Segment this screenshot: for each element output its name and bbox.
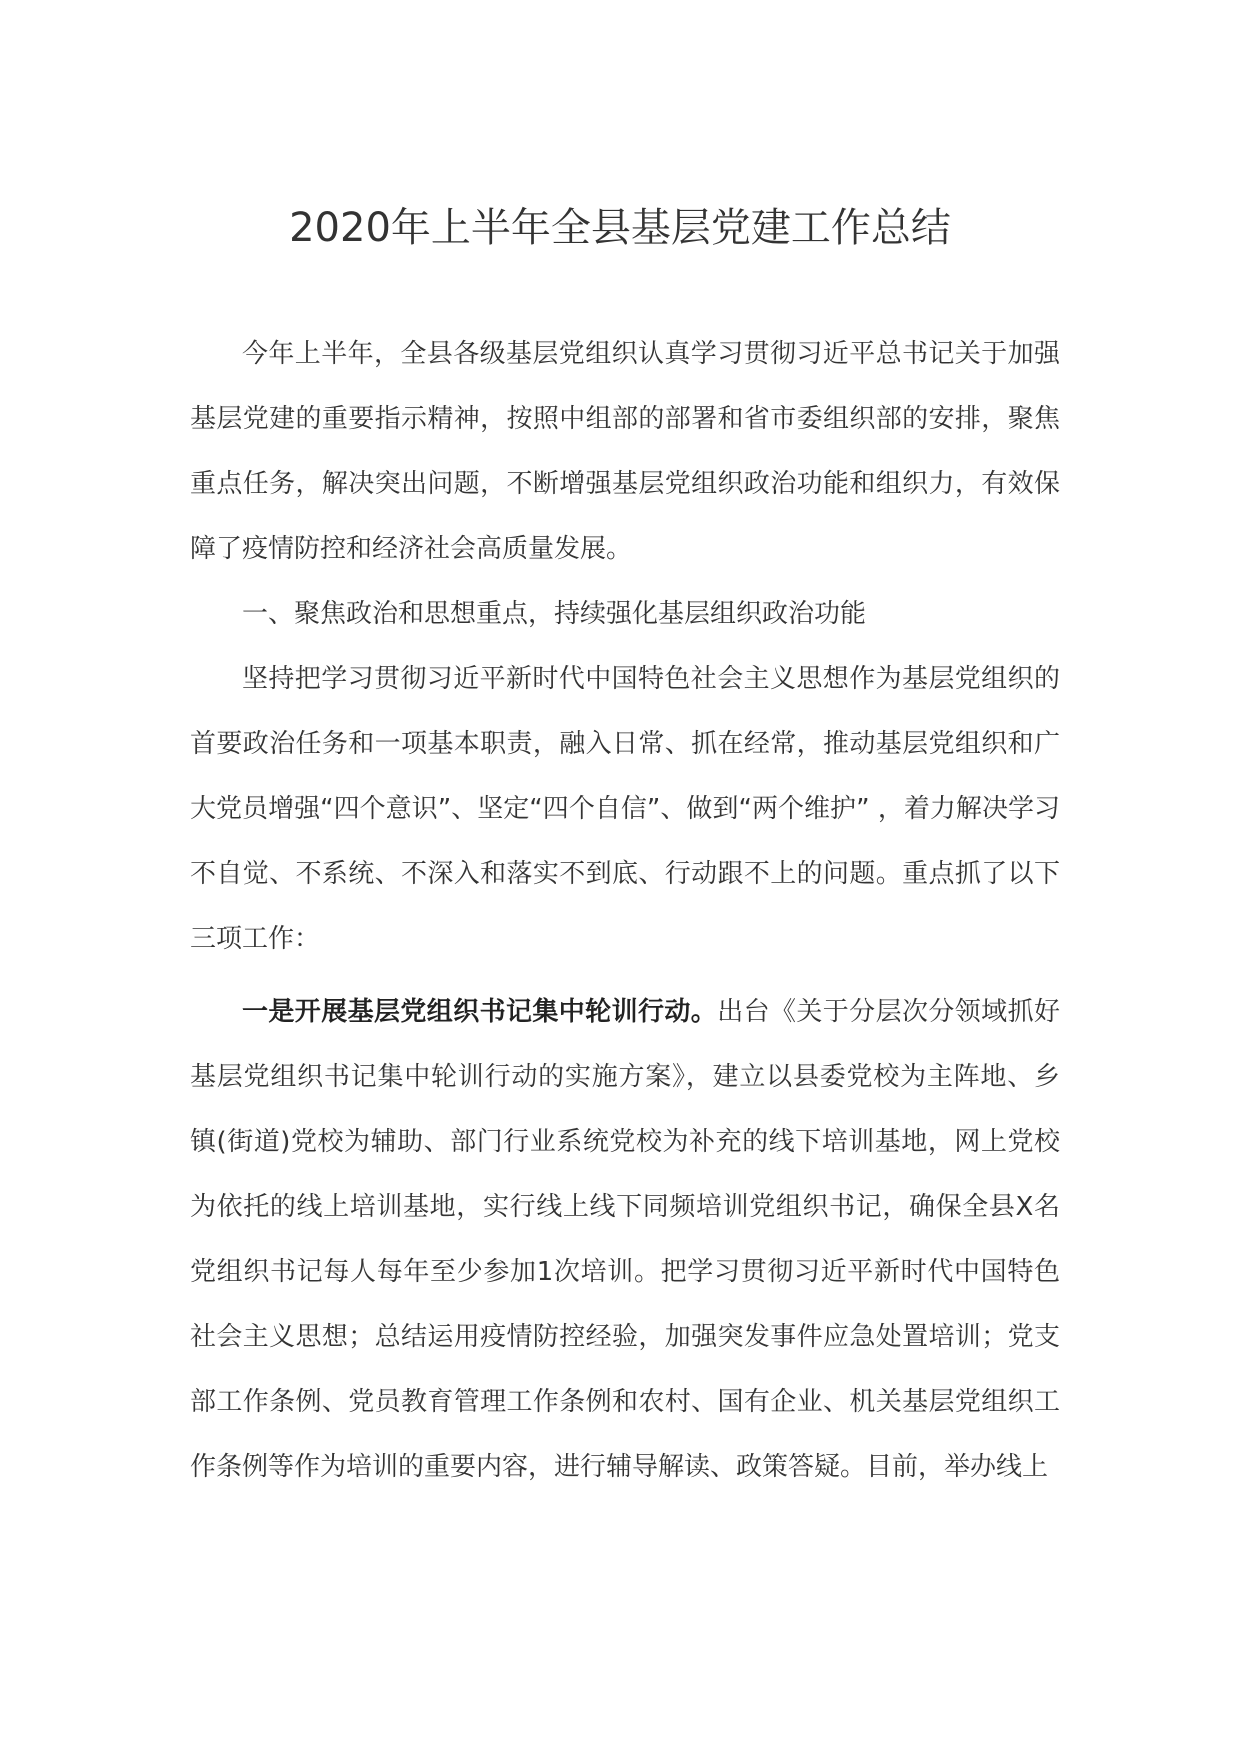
paragraph-intro: 今年上半年，全县各级基层党组织认真学习贯彻习近平总书记关于加强基层党建的重要指示精神，按照中组部的部署和省市委组织部的安排，聚焦重点任务，解决突出问题，不断增强基层党组织政治功能和组织力，有效保障了疫情防控和经济社会高质量发展。 bbox=[190, 339, 1060, 564]
document-body bbox=[190, 322, 1060, 1500]
item-1-lead: 一是开展基层党组织书记集中轮训行动。 bbox=[242, 997, 718, 1027]
paragraph-section-1: 坚持把学习贯彻习近平新时代中国特色社会主义思想作为基层党组织的首要政治任务和一项基本职责，融入日常、抓在经常，推动基层党组织和广大党员增强“四个意识”、坚定“四个自信”、做到“两个维护” ，着力解决学习不自觉、不系统、不深入和落实不到底、行动跟不上的问题。重点抓了以下三项工作： bbox=[190, 664, 1060, 954]
item-1-text: 出台《关于分层次分领域抓好基层党组织书记集中轮训行动的实施方案》，建立以县委党校为主阵地、乡镇(街道)党校为辅助、部门行业系统党校为补充的线下培训基地，网上党校为依托的线上培训基地，实行线上线下同频培训党组织书记，确保全县X名党组织书记每人每年至少参加1次培训。把学习贯彻习近平新时代中国特色社会主义思想；总结运用疫情防控经验，加强突发事件应急处置培训；党支部工作条例、党员教育管理工作条例和农村、国有企业、机关基层党组织工作条例等作为培训的重要内容，进行辅导解读、政策答疑。目前，举办线上 bbox=[190, 997, 1060, 1482]
document-title: 2020年上半年全县基层党建工作总结 bbox=[289, 205, 951, 251]
section-heading-1: 一、聚焦政治和思想重点，持续强化基层组织政治功能 bbox=[242, 599, 867, 629]
paragraph-item-1 bbox=[190, 980, 1060, 1500]
